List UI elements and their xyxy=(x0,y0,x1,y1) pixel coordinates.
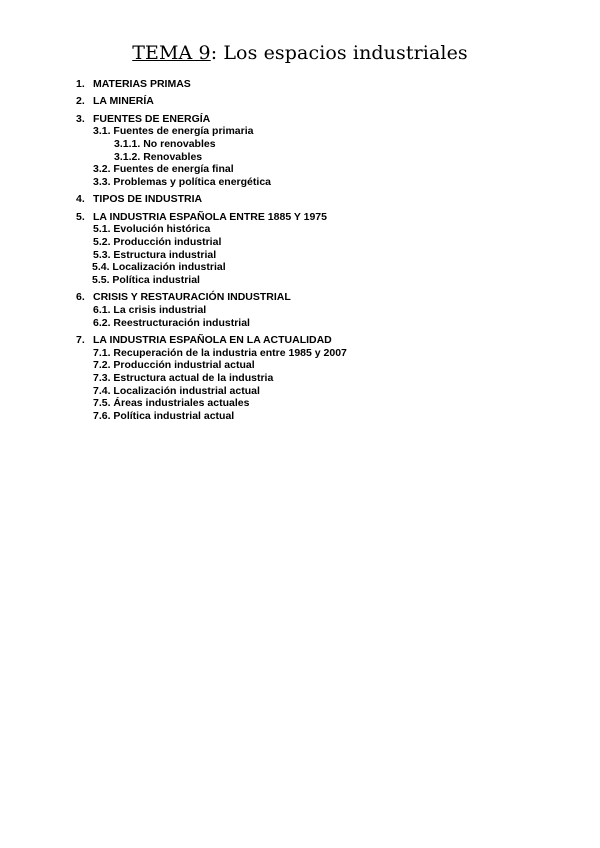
section-title: LA INDUSTRIA ESPAÑOLA ENTRE 1885 Y 1975 xyxy=(93,210,327,223)
section-number: 4. xyxy=(76,193,85,206)
section-number: 3. xyxy=(76,112,85,125)
toc-subsubsection: 3.1.1. No renovables xyxy=(114,137,216,150)
page-title xyxy=(0,42,600,64)
toc-subsection: 5.1. Evolución histórica xyxy=(93,223,211,236)
toc-subsection: 5.4. Localización industrial xyxy=(92,261,226,274)
section-title: TIPOS DE INDUSTRIA xyxy=(93,193,203,206)
title-tema: TEMA 9 xyxy=(132,42,211,64)
section-number: 6. xyxy=(76,291,85,304)
section-title: LA MINERÍA xyxy=(93,95,154,108)
title-rest: : Los espacios industriales xyxy=(210,42,468,64)
toc-subsection: 3.2. Fuentes de energía final xyxy=(93,163,234,176)
toc-section-3 xyxy=(0,113,600,126)
toc-subsection: 7.2. Producción industrial actual xyxy=(93,359,255,372)
section-title: CRISIS Y RESTAURACIÓN INDUSTRIAL xyxy=(93,291,291,304)
toc-subsection: 6.1. La crisis industrial xyxy=(93,303,207,316)
toc-subsection: 5.2. Producción industrial xyxy=(93,235,222,248)
toc-subsection: 5.5. Política industrial xyxy=(92,274,200,286)
toc-subsection: 7.4. Localización industrial actual xyxy=(93,384,260,397)
section-title: FUENTES DE ENERGÍA xyxy=(93,112,211,125)
toc-subsection: 7.6. Política industrial actual xyxy=(93,410,235,423)
toc-section-6 xyxy=(0,291,600,304)
toc-subsection: 7.5. Áreas industriales actuales xyxy=(93,397,250,410)
toc-subsection: 7.1. Recuperación de la industria entre 1985 y 2007 xyxy=(93,346,347,359)
toc-subsection: 7.3. Estructura actual de la industria xyxy=(93,372,274,384)
toc-subsection: 6.2. Reestructuración industrial xyxy=(93,316,250,329)
toc-subsection: 5.3. Estructura industrial xyxy=(93,248,217,261)
toc-section-1 xyxy=(0,78,600,91)
toc-section-2 xyxy=(0,95,600,108)
section-number: 7. xyxy=(76,333,85,346)
section-number: 5. xyxy=(76,210,85,223)
table-of-contents xyxy=(0,78,600,423)
toc-section-4 xyxy=(0,193,600,206)
section-number: 2. xyxy=(76,95,85,108)
section-title: LA INDUSTRIA ESPAÑOLA EN LA ACTUALIDAD xyxy=(93,333,332,346)
toc-subsection: 3.3. Problemas y política energética xyxy=(93,176,271,188)
toc-subsubsection: 3.1.2. Renovables xyxy=(114,150,203,163)
toc-section-5 xyxy=(0,211,600,224)
section-number: 1. xyxy=(76,78,85,90)
toc-section-7 xyxy=(0,334,600,347)
section-title: MATERIAS PRIMAS xyxy=(93,78,191,90)
toc-subsection: 3.1. Fuentes de energía primaria xyxy=(93,125,254,138)
